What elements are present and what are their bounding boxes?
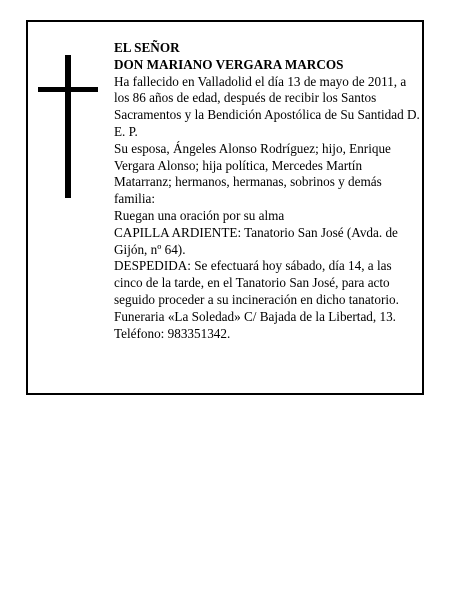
farewell-info: DESPEDIDA: Se efectuará hoy sábado, día 14, a las cinco de la tarde, en el Tanatorio San José, para acto seguido proceder a su incineración en dicho tanatorio. xyxy=(114,258,399,307)
obituary-notice xyxy=(26,20,424,395)
prayer-request: Ruegan una oración por su alma xyxy=(114,207,285,223)
notice-heading-title: EL SEÑOR xyxy=(114,40,180,55)
funeral-home-info: Funeraria «La Soledad» C/ Bajada de la Libertad, 13. Teléfono: 983351342. xyxy=(114,308,396,341)
chapel-info: CAPILLA ARDIENTE: Tanatorio San José (Avda. de Gijón, nº 64). xyxy=(114,224,398,257)
cross-horizontal-bar xyxy=(38,87,98,92)
cross-vertical-bar xyxy=(65,55,71,198)
notice-text xyxy=(114,40,420,342)
deceased-name: DON MARIANO VERGARA MARCOS xyxy=(114,56,344,72)
death-announcement: Ha fallecido en Valladolid el día 13 de mayo de 2011, a los 86 años de edad, después de recibir los Santos Sacramentos y la Bendición Apostólica de Su Santidad D. E. P. xyxy=(114,73,420,139)
family-members: Su esposa, Ángeles Alonso Rodríguez; hijo, Enrique Vergara Alonso; hija política, Mercedes Martín Matarranz; hermanos, hermanas, sobrinos y demás familia: xyxy=(114,140,391,207)
